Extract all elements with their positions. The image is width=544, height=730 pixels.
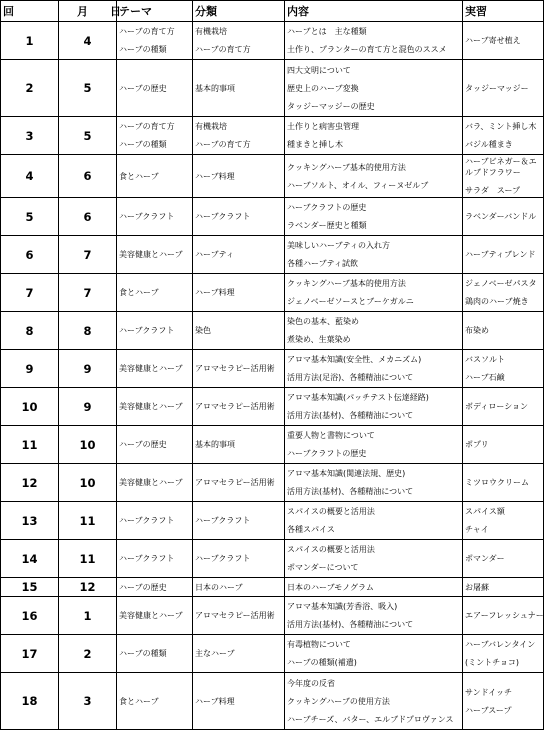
category-cell xyxy=(193,426,285,464)
line-gap xyxy=(119,37,192,44)
session-number-cell: 6 xyxy=(1,236,59,274)
line-gap xyxy=(287,707,462,714)
line-gap xyxy=(119,132,192,139)
practice-cell xyxy=(463,388,544,426)
category-cell xyxy=(193,350,285,388)
content-line: スパイスの概要と活用法 xyxy=(287,507,375,516)
practice-line: お屠蘇 xyxy=(465,582,489,592)
content-cell xyxy=(285,312,463,350)
category-line: 日本のハーブ xyxy=(195,582,243,592)
theme-cell xyxy=(117,22,193,60)
month-cell: 8 xyxy=(59,312,117,350)
month-cell: 9 xyxy=(59,350,117,388)
table-row xyxy=(1,464,544,502)
session-number-cell: 12 xyxy=(1,464,59,502)
category-line: 有機栽培 xyxy=(195,122,227,131)
content-line: 歴史上のハーブ変換 xyxy=(287,83,359,93)
practice-cell xyxy=(463,198,544,236)
content-line: 種まきと挿し木 xyxy=(287,140,343,149)
line-gap xyxy=(465,178,543,185)
category-cell xyxy=(193,597,285,635)
practice-line: ハーブ寄せ植え xyxy=(465,36,521,45)
session-number-cell: 2 xyxy=(1,60,59,117)
content-line: ハーブチーズ、バター、エルブドプロヴァンス xyxy=(287,714,454,724)
table-row xyxy=(1,236,544,274)
content-line: 各種ハーブティ試飲 xyxy=(287,259,358,268)
practice-cell xyxy=(463,350,544,388)
practice-cell xyxy=(463,60,544,117)
theme-cell xyxy=(117,198,193,236)
practice-line: ハーブ石鹸 xyxy=(465,373,505,382)
practice-line: ポマンダー xyxy=(465,554,505,563)
content-line: 染色の基本、藍染め xyxy=(287,317,359,326)
line-gap xyxy=(287,76,462,83)
month-cell: 11 xyxy=(59,540,117,578)
content-cell xyxy=(285,22,463,60)
content-line: アロマ基本知識(芳香浴、吸入) xyxy=(287,602,398,611)
line-gap xyxy=(287,650,462,657)
theme-cell xyxy=(117,236,193,274)
line-gap xyxy=(287,403,462,410)
category-line: ハーブクラフト xyxy=(195,516,251,525)
theme-line: 食とハーブ xyxy=(119,171,159,181)
practice-line: ボディローション xyxy=(465,402,529,411)
practice-line: バジル種まき xyxy=(465,140,513,149)
practice-cell xyxy=(463,155,544,198)
theme-line: ハーブクラフト xyxy=(119,516,175,525)
content-cell xyxy=(285,464,463,502)
practice-line: ハーブスープ xyxy=(465,705,512,715)
month-cell: 2 xyxy=(59,635,117,673)
content-line: ラベンダー歴史と種類 xyxy=(287,221,367,230)
content-line: ハーブソルト、オイル、フィーヌゼルブ xyxy=(287,180,429,190)
month-cell: 4 xyxy=(59,22,117,60)
session-number-cell: 8 xyxy=(1,312,59,350)
line-gap xyxy=(287,213,462,220)
content-line: ハーブクラフトの歴史 xyxy=(287,449,367,458)
content-line: ハーブとは 主な種類 xyxy=(287,27,367,36)
session-number-cell: 16 xyxy=(1,597,59,635)
category-line: アロマセラピー活用術 xyxy=(195,611,275,620)
theme-line: 美容健康とハーブ xyxy=(119,478,183,487)
practice-line: ラベンダーバンドル xyxy=(465,212,537,221)
content-cell xyxy=(285,60,463,117)
content-line: 煮染め、生葉染め xyxy=(287,335,351,344)
session-number-cell: 4 xyxy=(1,155,59,198)
practice-line: ハーブバレンタイン xyxy=(465,640,536,649)
month-cell: 6 xyxy=(59,198,117,236)
header-month-day: 月 日 xyxy=(59,1,117,22)
category-cell xyxy=(193,540,285,578)
month-cell: 10 xyxy=(59,426,117,464)
theme-cell xyxy=(117,117,193,155)
month-cell: 1 xyxy=(59,597,117,635)
category-cell xyxy=(193,312,285,350)
month-cell: 10 xyxy=(59,464,117,502)
line-gap xyxy=(465,517,543,524)
table-row xyxy=(1,388,544,426)
content-cell xyxy=(285,236,463,274)
content-cell xyxy=(285,350,463,388)
content-line: 活用方法(足浴)、各種精油について xyxy=(287,373,414,382)
category-cell xyxy=(193,578,285,597)
table-row xyxy=(1,502,544,540)
category-cell xyxy=(193,388,285,426)
table-row xyxy=(1,22,544,60)
session-number-cell: 9 xyxy=(1,350,59,388)
line-gap xyxy=(287,94,462,101)
theme-cell xyxy=(117,597,193,635)
practice-cell xyxy=(463,578,544,597)
theme-line: ハーブクラフト xyxy=(119,326,175,335)
content-cell xyxy=(285,635,463,673)
header-content: 内容 xyxy=(285,1,463,22)
theme-cell xyxy=(117,388,193,426)
category-cell xyxy=(193,635,285,673)
practice-line: 布染め xyxy=(465,326,489,335)
category-line: 基本的事項 xyxy=(195,440,235,449)
line-gap xyxy=(287,173,462,180)
line-gap xyxy=(465,365,543,372)
content-line: 土作り、プランターの育て方と混色のススメ xyxy=(287,45,447,54)
theme-line: ハーブの歴史 xyxy=(119,83,167,93)
theme-cell xyxy=(117,274,193,312)
practice-cell xyxy=(463,635,544,673)
content-cell xyxy=(285,597,463,635)
content-line: 活用方法(基材)、各種精油について xyxy=(287,411,414,420)
content-line: 重要人物と書物について xyxy=(287,431,375,440)
content-cell xyxy=(285,117,463,155)
month-cell: 12 xyxy=(59,578,117,597)
session-number-cell: 1 xyxy=(1,22,59,60)
category-line: 基本的事項 xyxy=(195,83,235,93)
month-cell: 3 xyxy=(59,673,117,730)
header-row xyxy=(1,1,544,22)
category-line: ハーブ料理 xyxy=(195,696,235,706)
session-number-cell: 17 xyxy=(1,635,59,673)
content-line: ジェノベーゼソースとブーケガルニ xyxy=(287,297,414,306)
category-cell xyxy=(193,60,285,117)
category-line: 有機栽培 xyxy=(195,27,227,36)
practice-cell xyxy=(463,540,544,578)
practice-cell xyxy=(463,426,544,464)
table-row xyxy=(1,312,544,350)
content-cell xyxy=(285,540,463,578)
line-gap xyxy=(465,132,543,139)
month-cell: 7 xyxy=(59,274,117,312)
category-line: アロマセラピー活用術 xyxy=(195,364,275,373)
category-line: ハーブ料理 xyxy=(195,171,235,181)
table-row xyxy=(1,426,544,464)
category-cell xyxy=(193,22,285,60)
line-gap xyxy=(287,441,462,448)
category-cell xyxy=(193,464,285,502)
theme-cell xyxy=(117,540,193,578)
theme-line: ハーブクラフト xyxy=(119,212,175,221)
theme-cell xyxy=(117,155,193,198)
theme-cell xyxy=(117,673,193,730)
month-cell: 5 xyxy=(59,117,117,155)
header-category: 分類 xyxy=(193,1,285,22)
table-row xyxy=(1,117,544,155)
line-gap xyxy=(287,517,462,524)
month-cell: 6 xyxy=(59,155,117,198)
content-line: ハーブクラフトの歴史 xyxy=(287,203,367,212)
theme-line: 美容健康とハーブ xyxy=(119,402,183,411)
practice-cell xyxy=(463,236,544,274)
table-row xyxy=(1,155,544,198)
content-cell xyxy=(285,388,463,426)
line-gap xyxy=(287,289,462,296)
content-line: クッキングハーブ基本的使用方法 xyxy=(287,279,406,288)
line-gap xyxy=(465,698,543,705)
table-row xyxy=(1,635,544,673)
category-line: アロマセラピー活用術 xyxy=(195,478,275,487)
content-line: クッキングハーブ基本的使用方法 xyxy=(287,162,406,172)
category-line: ハーブの育て方 xyxy=(195,140,251,149)
content-line: 今年度の反省 xyxy=(287,678,335,688)
session-number-cell: 14 xyxy=(1,540,59,578)
content-line: タッジーマッジーの歴史 xyxy=(287,101,375,111)
theme-line: 食とハーブ xyxy=(119,696,159,706)
category-cell xyxy=(193,117,285,155)
theme-cell xyxy=(117,502,193,540)
practice-line: ミツロウクリーム xyxy=(465,478,529,487)
category-cell xyxy=(193,198,285,236)
practice-line: (ミントチョコ) xyxy=(465,658,520,667)
month-cell: 5 xyxy=(59,60,117,117)
content-line: 活用方法(基材)、各種精油について xyxy=(287,620,414,629)
theme-line: 美容健康とハーブ xyxy=(119,250,183,259)
category-line: ハーブ料理 xyxy=(195,288,235,297)
content-line: アロマ基本知識(パッチテスト伝達経路) xyxy=(287,393,429,402)
theme-line: ハーブの育て方 xyxy=(119,27,175,36)
content-cell xyxy=(285,673,463,730)
category-line: アロマセラピー活用術 xyxy=(195,402,275,411)
content-cell xyxy=(285,155,463,198)
table-row xyxy=(1,673,544,730)
theme-line: ハーブの歴史 xyxy=(119,582,167,592)
content-cell xyxy=(285,578,463,597)
session-number-cell: 18 xyxy=(1,673,59,730)
line-gap xyxy=(287,365,462,372)
practice-line: バラ、ミント挿し木 xyxy=(465,122,537,131)
theme-cell xyxy=(117,578,193,597)
content-line: 活用方法(基材)、各種精油について xyxy=(287,487,414,496)
line-gap xyxy=(287,612,462,619)
line-gap xyxy=(287,689,462,696)
practice-line: ジェノベーゼパスタ xyxy=(465,279,537,288)
session-number-cell: 7 xyxy=(1,274,59,312)
header-session-number: 回 xyxy=(1,1,59,22)
theme-line: 食とハーブ xyxy=(119,288,159,297)
table-body xyxy=(1,22,544,730)
category-line: 染色 xyxy=(195,326,211,335)
content-line: 美味しいハーブティの入れ方 xyxy=(287,241,390,250)
practice-cell xyxy=(463,597,544,635)
content-line: 日本のハーブモノグラム xyxy=(287,582,374,592)
table-row xyxy=(1,540,544,578)
theme-line: ハーブの種類 xyxy=(119,649,167,658)
line-gap xyxy=(195,37,284,44)
theme-line: ハーブクラフト xyxy=(119,554,175,563)
table-row xyxy=(1,60,544,117)
line-gap xyxy=(287,132,462,139)
content-line: アロマ基本知識(安全性、メカニズム) xyxy=(287,355,422,364)
month-cell: 7 xyxy=(59,236,117,274)
practice-cell xyxy=(463,274,544,312)
session-number-cell: 13 xyxy=(1,502,59,540)
theme-cell xyxy=(117,635,193,673)
line-gap xyxy=(465,650,543,657)
month-cell: 11 xyxy=(59,502,117,540)
category-cell xyxy=(193,236,285,274)
table-row xyxy=(1,274,544,312)
header-practice: 実習 xyxy=(463,1,544,22)
content-line: クッキングハーブの使用方法 xyxy=(287,696,390,706)
theme-line: ハーブの種類 xyxy=(119,45,167,54)
theme-line: ハーブの育て方 xyxy=(119,122,175,131)
theme-cell xyxy=(117,312,193,350)
session-number-cell: 15 xyxy=(1,578,59,597)
content-line: アロマ基本知識(関連法規、歴史) xyxy=(287,469,406,478)
table-row xyxy=(1,198,544,236)
session-number-cell: 5 xyxy=(1,198,59,236)
theme-cell xyxy=(117,464,193,502)
line-gap xyxy=(287,479,462,486)
theme-cell xyxy=(117,60,193,117)
session-number-cell: 10 xyxy=(1,388,59,426)
content-line: 各種スパイス xyxy=(287,525,335,534)
month-cell: 9 xyxy=(59,388,117,426)
header-theme: テーマ xyxy=(117,1,193,22)
practice-line: バスソルト xyxy=(465,355,505,364)
practice-line: サラダ スープ xyxy=(465,186,521,195)
practice-line: スパイス額 xyxy=(465,507,505,516)
category-line: 主なハーブ xyxy=(195,649,235,658)
theme-line: 美容健康とハーブ xyxy=(119,364,183,373)
practice-cell xyxy=(463,502,544,540)
theme-line: ハーブの種類 xyxy=(119,140,167,149)
category-cell xyxy=(193,155,285,198)
category-cell xyxy=(193,274,285,312)
theme-cell xyxy=(117,350,193,388)
content-line: ポマンダーについて xyxy=(287,563,359,572)
content-line: 有毒植物について xyxy=(287,640,351,649)
practice-line: ハーブビネガー＆エルブドフラワー xyxy=(465,157,537,177)
content-line: 四大文明について xyxy=(287,65,351,75)
practice-line: ハーブティブレンド xyxy=(465,250,536,259)
category-cell xyxy=(193,673,285,730)
line-gap xyxy=(287,37,462,44)
content-cell xyxy=(285,274,463,312)
line-gap xyxy=(287,327,462,334)
category-line: ハーブクラフト xyxy=(195,212,251,221)
content-cell xyxy=(285,426,463,464)
content-line: 土作りと病害虫管理 xyxy=(287,122,359,131)
practice-line: チャイ xyxy=(465,525,489,534)
category-line: ハーブクラフト xyxy=(195,554,251,563)
category-cell xyxy=(193,502,285,540)
line-gap xyxy=(465,289,543,296)
practice-line: サンドイッチ xyxy=(465,687,513,697)
category-line: ハーブティ xyxy=(195,250,234,259)
practice-cell xyxy=(463,22,544,60)
practice-cell xyxy=(463,464,544,502)
practice-cell xyxy=(463,312,544,350)
content-cell xyxy=(285,198,463,236)
content-cell xyxy=(285,502,463,540)
table-row xyxy=(1,597,544,635)
session-number-cell: 11 xyxy=(1,426,59,464)
practice-cell xyxy=(463,117,544,155)
content-line: ハーブの種類(補遺) xyxy=(287,658,357,667)
practice-line: エアーフレッシュナー xyxy=(465,611,544,620)
practice-line: ポプリ xyxy=(465,440,489,449)
theme-line: ハーブの歴史 xyxy=(119,440,167,449)
line-gap xyxy=(287,555,462,562)
category-line: ハーブの育て方 xyxy=(195,45,251,54)
table-row xyxy=(1,350,544,388)
theme-line: 美容健康とハーブ xyxy=(119,611,183,620)
theme-cell xyxy=(117,426,193,464)
line-gap xyxy=(287,251,462,258)
line-gap xyxy=(195,132,284,139)
session-number-cell: 3 xyxy=(1,117,59,155)
practice-line: 鶏肉のハーブ焼き xyxy=(465,297,529,306)
practice-line: タッジーマッジー xyxy=(465,83,529,93)
content-line: スパイスの概要と活用法 xyxy=(287,545,375,554)
practice-cell xyxy=(463,673,544,730)
table-row xyxy=(1,578,544,597)
